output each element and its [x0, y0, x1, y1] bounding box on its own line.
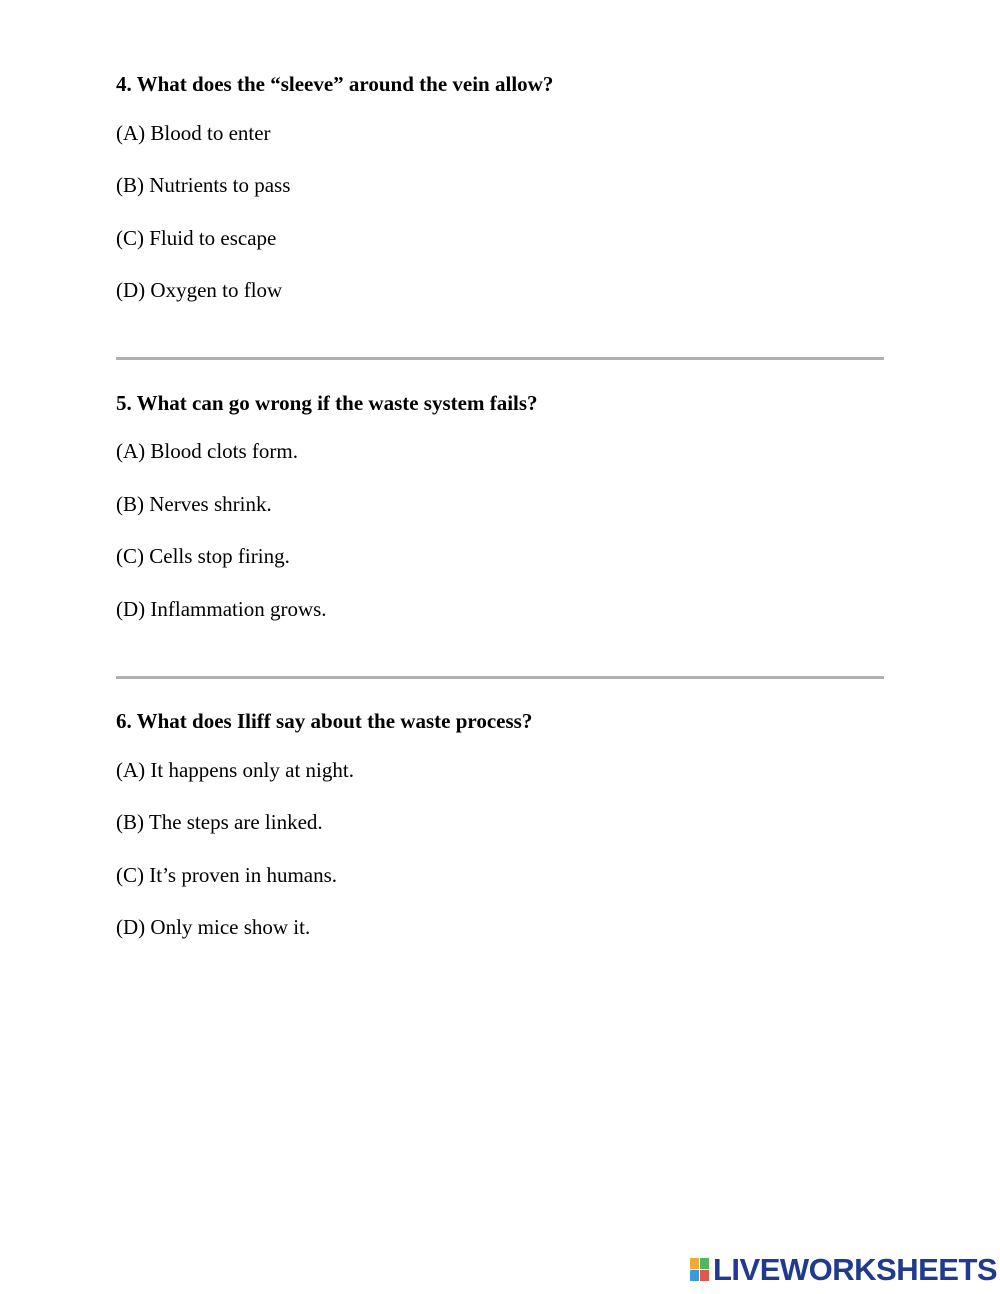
option-b[interactable]: (B) The steps are linked. [116, 810, 323, 834]
option-c[interactable]: (C) Cells stop firing. [116, 544, 290, 568]
question-6-option-d-wrap [116, 914, 884, 940]
question-5 [116, 390, 884, 416]
question-5-option-b-wrap [116, 491, 884, 517]
question-4-options [116, 120, 884, 146]
question-6-option-b-wrap [116, 809, 884, 835]
option-a[interactable]: (A) It happens only at night. [116, 758, 354, 782]
option-a[interactable]: (A) Blood to enter [116, 121, 271, 145]
option-a[interactable]: (A) Blood clots form. [116, 439, 298, 463]
question-6 [116, 708, 884, 734]
question-4-option-d-wrap [116, 277, 884, 303]
question-6-option-c-wrap [116, 862, 884, 888]
question-5-option-d-wrap [116, 596, 884, 622]
option-c[interactable]: (C) Fluid to escape [116, 226, 277, 250]
question-6-text: 6. What does Iliff say about the waste process? [116, 709, 533, 733]
question-4-option-c-wrap [116, 225, 884, 251]
divider [116, 357, 884, 360]
question-4-text: 4. What does the “sleeve” around the vein allow? [116, 72, 554, 96]
liveworksheets-logo [690, 1254, 997, 1286]
question-5-option-a-wrap [116, 438, 884, 464]
question-5-text: 5. What can go wrong if the waste system fails? [116, 391, 538, 415]
liveworksheets-logo-icon [690, 1258, 710, 1282]
option-d[interactable]: (D) Only mice show it. [116, 915, 311, 939]
question-4 [116, 71, 884, 97]
option-d[interactable]: (D) Inflammation grows. [116, 597, 327, 621]
option-b[interactable]: (B) Nutrients to pass [116, 173, 291, 197]
option-c[interactable]: (C) It’s proven in humans. [116, 863, 338, 887]
option-d[interactable]: (D) Oxygen to flow [116, 278, 283, 302]
question-6-option-a-wrap [116, 757, 884, 783]
question-5-option-c-wrap [116, 543, 884, 569]
question-4-option-b-wrap [116, 172, 884, 198]
option-b[interactable]: (B) Nerves shrink. [116, 492, 272, 516]
liveworksheets-logo-text: LIVEWORKSHEETS [713, 1252, 998, 1287]
divider [116, 676, 884, 679]
